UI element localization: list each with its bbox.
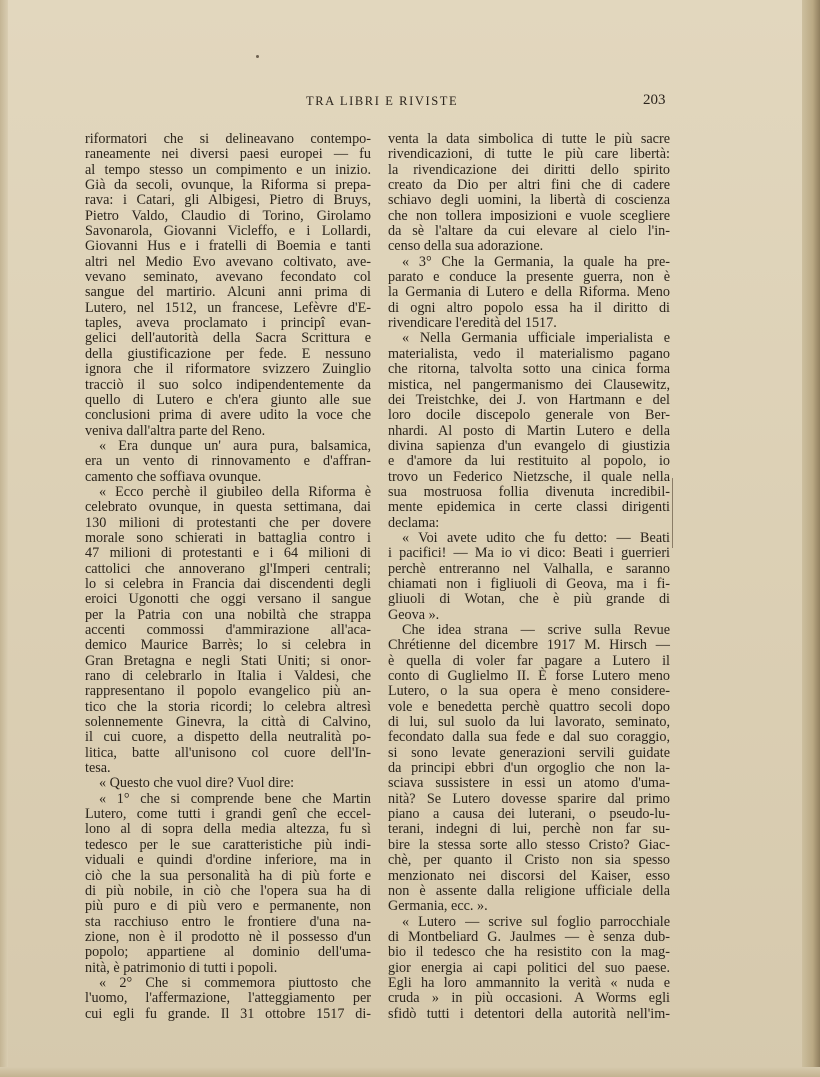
text-line: « 1° che si comprende bene che Martin: [99, 790, 371, 807]
text-line: accenti commossi d'ammirazione all'aca-: [85, 622, 371, 638]
text-line: di lui, sul suolo da lui lavorato, seminato,: [388, 714, 670, 731]
text-line: « Lutero — scrive sul foglio parrocchiale: [402, 913, 670, 930]
text-line: che ritorna, talvolta sotto una cinica forma: [388, 361, 670, 378]
text-line: cattolici che annoverano gl'Imperi centrali;: [85, 560, 371, 577]
text-line: era un vento di rinnovamento e d'affran-: [85, 453, 371, 470]
text-line: rano di celebrarlo in Italia i Valdesi, che: [85, 668, 371, 685]
text-line: Pietro Valdo, Claudio di Torino, Girolamo: [85, 207, 371, 224]
running-head: TRA LIBRI E RIVISTE: [306, 94, 459, 108]
text-line: lo si celebra in Francia dai discendenti degli: [85, 575, 371, 592]
text-line: morale sono schierati in battaglia contro i: [85, 529, 371, 546]
text-line: piano a causa dei luterani, o pseudo-lu-: [388, 806, 670, 823]
text-line: 130 milioni di protestanti che per dovere: [85, 514, 371, 531]
paper-speck: [256, 55, 259, 58]
text-line: di ogni altro popolo essa ha il diritto di: [388, 299, 670, 316]
text-line: sciava sussistere in essi un atomo d'uma-: [388, 775, 670, 792]
text-line: altri nel Medio Evo avevano coltivato, ave-: [85, 253, 371, 270]
text-line: ciò che la sua personalità ha di più forte e: [85, 867, 371, 884]
text-line: nità? Se Lutero dovesse sparire dal primo: [388, 790, 670, 807]
text-line: Che idea strana — scrive sulla Revue: [402, 622, 670, 638]
text-line: creato da Dio per altri fini che di cadere: [388, 177, 670, 194]
text-line: « Era dunque un' aura pura, balsamica,: [99, 437, 371, 454]
page-number: 203: [643, 92, 666, 108]
text-line: il cui cuore, a dispetto della neutralità po-: [85, 729, 371, 746]
text-line: lono al di sopra della media altezza, fu sì: [85, 821, 371, 838]
text-line: da principi ebbri d'un orgoglio che non la-: [388, 760, 670, 777]
text-line: dei Treistchke, dei J. von Hartmann e del: [388, 391, 670, 408]
text-line: « Voi avete udito che fu detto: — Beati: [402, 529, 670, 546]
text-line: non è assente dalla religione ufficiale della: [388, 882, 670, 899]
text-line: rivendicazioni, di tutte le più care libertà:: [388, 146, 670, 163]
text-line: mente epidemica in certe classi dirigenti: [388, 499, 670, 516]
text-line: veniva dall'altra parte del Reno.: [85, 422, 266, 439]
text-line: Lutero, come tutti i grandi genî che eccel-: [85, 806, 371, 823]
text-line: menzionato nei discorsi del Kaiser, esso: [388, 867, 670, 884]
text-line: rava: i Catari, gli Albigesi, Pietro di Bruys,: [85, 192, 371, 209]
text-line: mistica, nel pangermanismo dei Clausewitz,: [388, 376, 670, 393]
text-line: zione, non è il prodotto nè il possesso d'un: [85, 928, 371, 945]
text-line: Già da secoli, ovunque, la Riforma si prepa-: [85, 177, 371, 194]
text-line: riformatori che si delineavano contempo-: [85, 131, 371, 147]
margin-pencil-mark: [672, 478, 673, 548]
text-line: celebrato ovunque, in questa settimana, dai: [85, 499, 371, 516]
text-line: più puro e di più vero e permanente, non: [85, 898, 371, 915]
text-line: loro docile discepolo generale von Ber-: [388, 407, 670, 424]
text-line: tracciò il suo solco indipendentemente da: [85, 376, 371, 393]
text-line: tesa.: [85, 760, 111, 777]
text-line: da sè l'altare da cui elevare al cielo l'in-: [388, 223, 670, 240]
text-line: rivendicare l'eredità del 1517.: [388, 315, 557, 332]
text-line: « 2° Che si commemora piuttosto che: [99, 974, 371, 991]
text-line: solennemente Ginevra, la città di Calvino,: [85, 714, 371, 731]
text-line: sta racchiuso entro le frontiere d'una na-: [85, 913, 371, 930]
text-line: cui egli fu grande. Il 31 ottobre 1517 di-: [85, 1005, 371, 1022]
text-line: divina sapienza d'un evangelo di giustizia: [388, 437, 670, 454]
text-line: conto di Guglielmo II. È forse Lutero meno: [388, 668, 670, 685]
page-left-edge: [0, 0, 8, 1077]
text-line: cruda » in più occasioni. A Worms egli: [388, 990, 670, 1007]
text-line: sua mostruosa follia divenuta incredibil-: [388, 483, 670, 500]
text-line: quello di Lutero e ch'era giunto alle sue: [85, 391, 371, 408]
page-bottom-edge: [0, 1067, 820, 1077]
text-line: chiamati non i figliuoli di Geova, ma i fi-: [388, 575, 670, 592]
text-line: al tempo stesso un compimento e un inizio.: [85, 161, 371, 178]
text-line: sangue del martirio. Alcuni anni prima di: [85, 284, 371, 301]
text-line: gior energia ai capi politici del suo paese.: [388, 959, 670, 976]
text-line: della giustificazione per fede. E nessuno: [85, 345, 371, 362]
text-line: Lutero, nel 1512, un francese, Lefèvre d'E-: [85, 299, 371, 316]
text-line: declama:: [388, 514, 440, 531]
text-line: vole e benedetta perchè quattro secoli dopo: [388, 698, 670, 715]
text-line: Gran Bretagna e negli Stati Uniti; si onor-: [85, 652, 371, 669]
text-line: Germania, ecc. ».: [388, 898, 488, 915]
text-line: è quella di voler far pagare a Lutero il: [388, 652, 670, 669]
text-line: Savonarola, Giovanni Vicleffo, e i Lollardi,: [85, 223, 371, 240]
text-line: « Nella Germania ufficiale imperialista e: [402, 330, 670, 347]
text-line: popolo; appartiene al dominio dell'uma-: [85, 944, 371, 961]
text-line: tedesco per le sue caratteristiche più indi-: [85, 836, 371, 853]
text-line: e d'amore da lui restituito al popolo, io: [388, 453, 670, 470]
text-line: parato e conduce la presente guerra, non è: [388, 269, 670, 286]
text-line: fecondato dalla sua fede e dal suo coraggio,: [388, 729, 670, 746]
text-line: schiavo degli uomini, la libertà di coscienza: [388, 192, 670, 209]
text-line: tico che la storia ricordi; lo celebra altresì: [85, 698, 371, 715]
text-line: rappresentano il popolo evangelico più an-: [85, 683, 371, 700]
text-line: materialista, vedo il materialismo pagano: [388, 345, 670, 362]
text-line: si sono levate generazioni servili guidate: [388, 744, 670, 761]
text-line: bire la stessa sorte allo stesso Cristo? Giac-: [388, 836, 670, 853]
text-line: « Questo che vuol dire? Vuol dire:: [99, 775, 295, 792]
text-line: di Montbeliard G. Jaulmes — è senza dub-: [388, 928, 670, 945]
text-line: bio il tedesco che ha resistito con la mag-: [388, 944, 670, 961]
text-line: perchè entreranno nel Valhalla, e saranno: [388, 560, 670, 577]
text-line: i pacifici! — Ma io vi dico: Beati i guerrieri: [388, 545, 670, 562]
text-line: raneamente nei diversi paesi europei — fu: [85, 146, 371, 163]
text-line: vevano seminato, avevano fecondato col: [85, 269, 371, 286]
text-line: litica, batte all'unisono col cuore dell'In-: [85, 744, 371, 761]
text-line: demico Maurice Barrès; lo si celebra in: [85, 637, 371, 654]
text-line: « Ecco perchè il giubileo della Riforma è: [99, 483, 371, 500]
text-line: nhardi. Al posto di Martin Lutero e della: [388, 422, 670, 439]
text-line: ignora che il riformatore svizzero Zuinglio: [85, 361, 371, 378]
text-line: per la Patria con una nobiltà che strappa: [85, 606, 371, 623]
text-line: terani, indegni di lui, perchè non far su-: [388, 821, 670, 838]
text-line: gliuoli di Wotan, che è più grande di: [388, 591, 670, 608]
text-line: censo della sua adorazione.: [388, 238, 544, 255]
text-line: di più nobile, in ciò che l'opera sua ha di: [85, 882, 371, 899]
text-line: chè, per quanto il Cristo non sia spesso: [388, 852, 670, 869]
text-line: nità, è patrimonio di tutti i popoli.: [85, 959, 278, 976]
text-line: la rivendicazione dei diritti dello spirito: [388, 161, 670, 178]
text-line: « 3° Che la Germania, la quale ha pre-: [402, 253, 670, 270]
text-line: sfidò tutti i detentori della autorità nell'im-: [388, 1005, 670, 1022]
text-line: trovo un Federico Nietzsche, il quale nella: [388, 468, 670, 485]
text-line: gelici dell'autorità della Sacra Scrittura e: [85, 330, 371, 347]
text-line: che non tollera imposizioni e vuole scegliere: [388, 207, 670, 224]
text-line: Egli ha loro ammannito la verità « nuda e: [388, 974, 670, 991]
text-line: 47 milioni di protestanti e i 64 milioni di: [85, 545, 371, 562]
text-line: taples, aveva proclamato i principî evan-: [85, 315, 371, 332]
text-line: l'uomo, l'affermazione, l'atteggiamento per: [85, 990, 371, 1007]
left-text-column: [85, 132, 371, 1022]
text-line: camento che soffiava ovunque.: [85, 468, 262, 485]
page-right-edge: [802, 0, 820, 1077]
text-line: Chrétienne del dicembre 1917 M. Hirsch —: [388, 637, 670, 654]
text-line: la Germania di Lutero e della Riforma. Meno: [388, 284, 670, 301]
text-line: Giovanni Hus e i fratelli di Boemia e tanti: [85, 238, 371, 255]
right-text-column: [388, 132, 670, 1022]
text-line: conclusioni prima di avere udito la voce che: [85, 407, 371, 424]
text-line: viduali e quindi d'ordine inferiore, ma in: [85, 852, 371, 869]
text-line: Geova ».: [388, 606, 440, 623]
text-line: Lutero, o la sua opera è meno considere-: [388, 683, 670, 700]
text-line: eroici Ugonotti che oggi versano il sangue: [85, 591, 371, 608]
text-line: venta la data simbolica di tutte le più sacre: [388, 131, 670, 147]
